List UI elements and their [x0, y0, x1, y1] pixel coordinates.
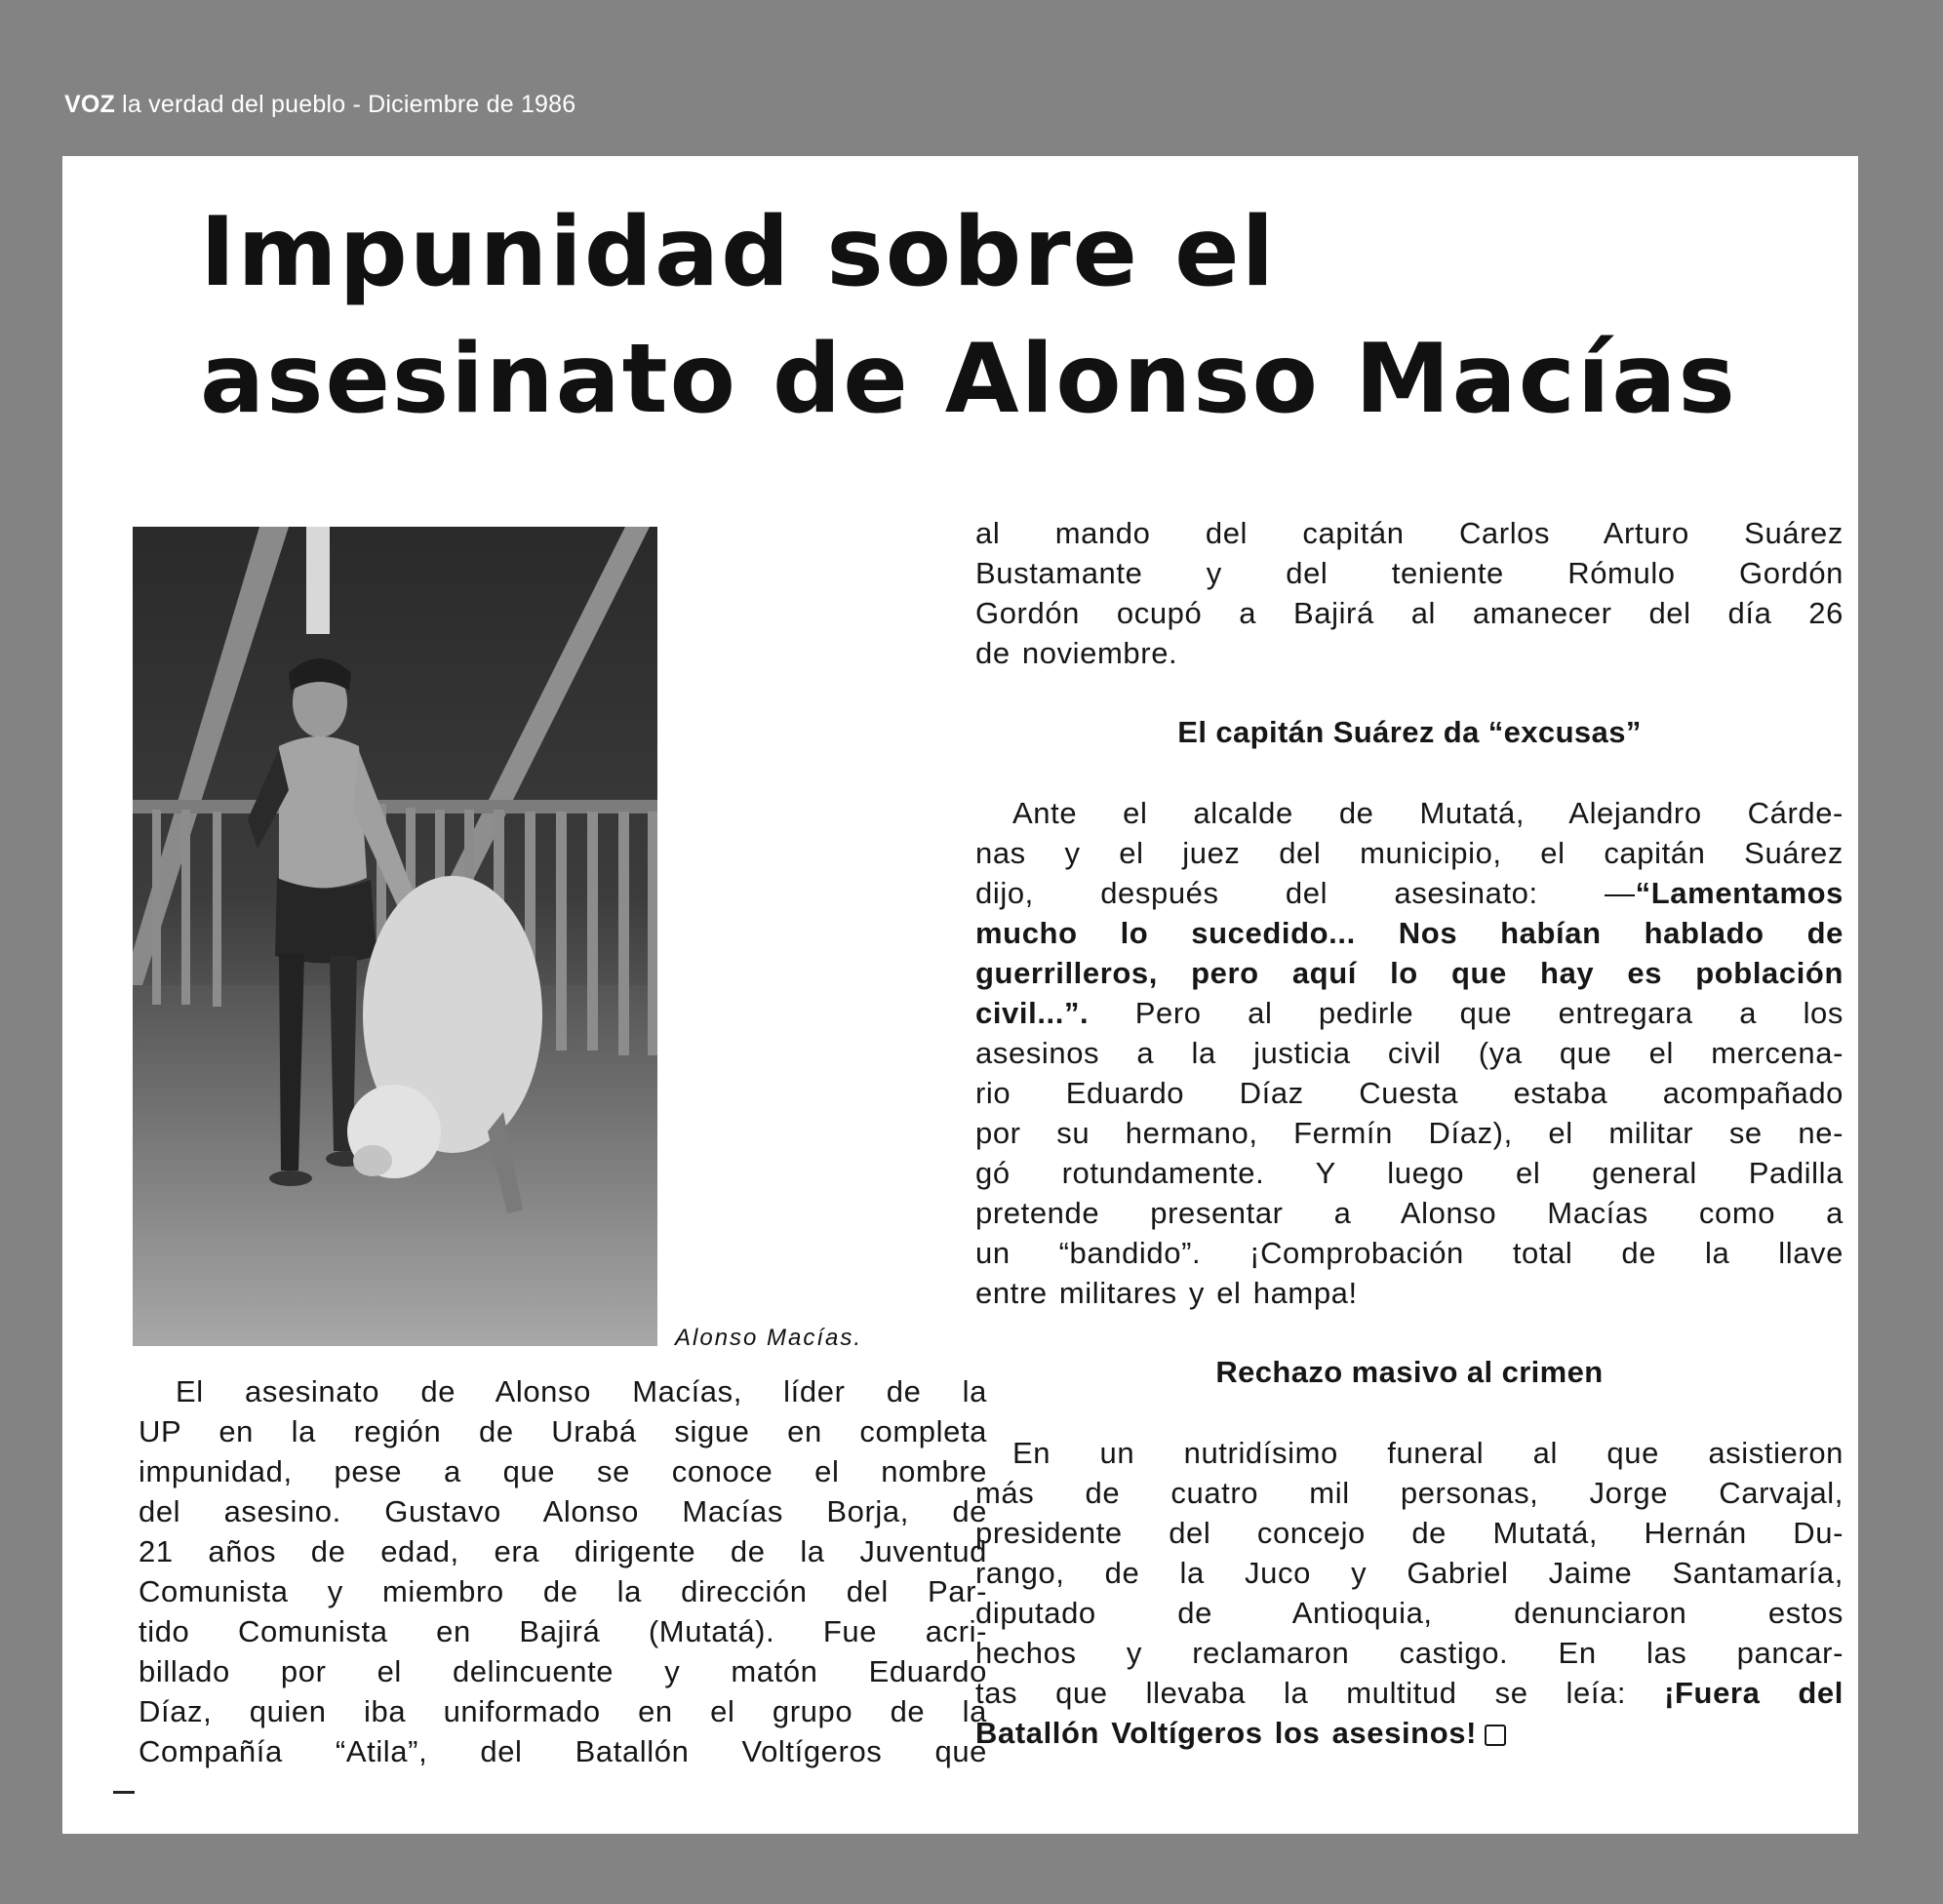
masthead: [64, 91, 575, 119]
right-p3-line-8-text: Batallón Voltígeros los asesinos!: [975, 1716, 1478, 1750]
right-p3-line-6: hechos y reclamaron castigo. En las pancar-: [975, 1636, 1844, 1670]
masthead-brand: VOZ: [64, 91, 115, 118]
right-p3-line-3: presidente del concejo de Mutatá, Hernán Du-: [975, 1516, 1844, 1550]
right-p1-line-2: Bustamante y del teniente Rómulo Gordón: [975, 556, 1844, 590]
headline: [200, 189, 1800, 443]
masthead-subtitle: la verdad del pueblo - Diciembre de 1986: [115, 91, 576, 118]
right-p3-line-1: En un nutridísimo funeral al que asistieron: [1012, 1436, 1844, 1470]
right-p1-line-4: de noviembre.: [975, 636, 1178, 670]
right-p3-line-4: rango, de la Juco y Gabriel Jaime Santamaría,: [975, 1556, 1844, 1590]
right-p3-line-7-b: ¡Fuera del: [1664, 1676, 1844, 1710]
right-p2-line-4: mucho lo sucedido... Nos habían hablado de: [975, 916, 1844, 950]
right-p1-line-1: al mando del capitán Carlos Arturo Suárez: [975, 516, 1844, 550]
left-line-7: tido Comunista en Bajirá (Mutatá). Fue acri-: [139, 1614, 987, 1648]
right-p2-line-2: nas y el juez del municipio, el capitán Suárez: [975, 836, 1844, 870]
right-p2-line-6-quote: civil...”.: [975, 996, 1090, 1030]
right-p2-line-10: gó rotundamente. Y luego el general Padilla: [975, 1156, 1844, 1190]
left-line-2: UP en la región de Urabá sigue en completa: [139, 1414, 987, 1448]
end-of-article-box-icon: [1485, 1725, 1506, 1746]
left-line-3: impunidad, pese a que se conoce el nombre: [139, 1454, 987, 1488]
right-p2-line-8: rio Eduardo Díaz Cuesta estaba acompañado: [975, 1076, 1844, 1110]
right-p2-line-5: guerrilleros, pero aquí lo que hay es población: [975, 956, 1844, 990]
subheading-excusas: El capitán Suárez da “excusas”: [1177, 715, 1642, 749]
right-p2-line-1: Ante el alcalde de Mutatá, Alejandro Cárde-: [1012, 796, 1844, 830]
right-p2-line-9: por su hermano, Fermín Díaz), el militar se ne-: [975, 1116, 1844, 1150]
right-p2-line-6-b: Pero al pedirle que entregara a los: [1089, 996, 1844, 1030]
right-p2-line-3-a: dijo, después del asesinato: —: [975, 876, 1636, 910]
left-line-9: Díaz, quien iba uniformado en el grupo de la: [139, 1694, 987, 1728]
photo-caption: Alonso Macías.: [675, 1325, 863, 1351]
right-p3-line-2: más de cuatro mil personas, Jorge Carvajal,: [975, 1476, 1844, 1510]
left-line-5: 21 años de edad, era dirigente de la Juventud: [139, 1534, 987, 1568]
right-p2-line-6: [975, 993, 1844, 1033]
left-line-10: Compañía “Atila”, del Batallón Voltígeros que: [139, 1734, 987, 1768]
headline-line-2: asesinato de Alonso Macías: [200, 324, 1737, 435]
right-p3-line-8: [975, 1713, 1844, 1753]
right-p2-line-12: un “bandido”. ¡Comprobación total de la llave: [975, 1236, 1844, 1270]
left-line-4: del asesino. Gustavo Alonso Macías Borja, de: [139, 1494, 987, 1528]
headline-line-1: Impunidad sobre el: [200, 197, 1277, 308]
right-p3-line-7-a: tas que llevaba la multitud se leía:: [975, 1676, 1665, 1710]
right-column: [975, 513, 1844, 1753]
margin-dash: [113, 1791, 135, 1794]
right-p2-line-3: [975, 873, 1844, 913]
right-p2-line-11: pretende presentar a Alonso Macías como a: [975, 1196, 1844, 1230]
left-line-6: Comunista y miembro de la dirección del Par-: [139, 1574, 987, 1608]
left-line-8: billado por el delincuente y matón Eduardo: [139, 1654, 987, 1688]
right-p2-line-7: asesinos a la justicia civil (ya que el mercena-: [975, 1036, 1844, 1070]
newspaper-clipping: [62, 156, 1858, 1834]
right-p3-line-7: [975, 1673, 1844, 1713]
photo-illustration: [133, 527, 657, 1346]
portrait-photo: [133, 527, 657, 1346]
left-column: [139, 1371, 987, 1771]
left-line-1: El asesinato de Alonso Macías, líder de la: [176, 1374, 987, 1408]
right-p2-line-3-quote: “Lamentamos: [1635, 876, 1844, 910]
right-p1-line-3: Gordón ocupó a Bajirá al amanecer del día 26: [975, 596, 1844, 630]
right-p3-line-5: diputado de Antioquia, denunciaron estos: [975, 1596, 1844, 1630]
right-p2-line-13: entre militares y el hampa!: [975, 1276, 1358, 1310]
subheading-rechazo: Rechazo masivo al crimen: [1215, 1355, 1604, 1389]
